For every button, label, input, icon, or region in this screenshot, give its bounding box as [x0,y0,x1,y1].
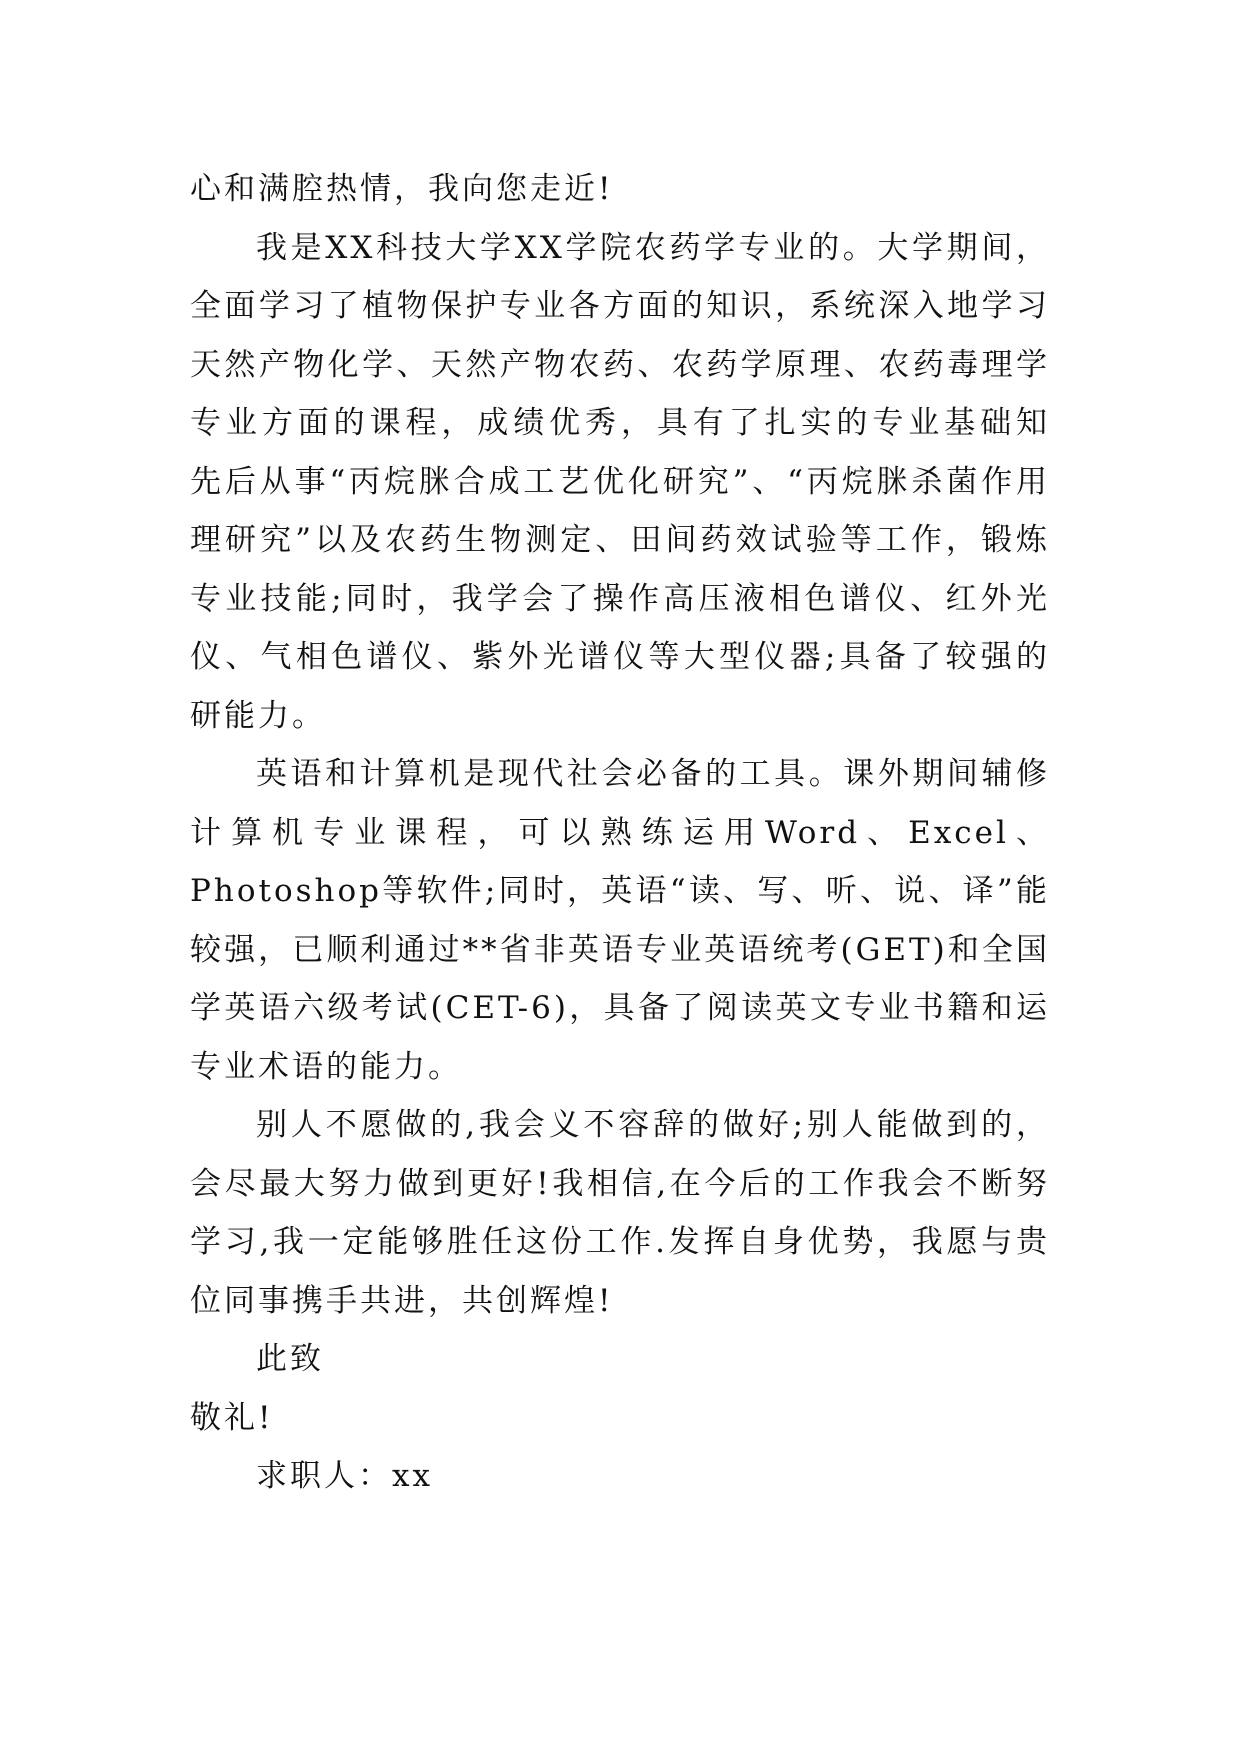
text-line: 理研究”以及农药生物测定、田间药效试验等工作，锻炼 [190,522,1050,558]
text-line: 仪、气相色谱仪、紫外光谱仪等大型仪器;具备了较强的 [190,639,1050,675]
text-line: 先后从事“丙烷脒合成工艺优化研究”、“丙烷脒杀菌作用 [190,463,1050,500]
text-line: 全面学习了植物保护专业各方面的知识，系统深入地学习 [190,288,1050,324]
text-line: 会尽最大努力做到更好!我相信,在今后的工作我会不断努 [190,1165,1050,1202]
text-line: 专业方面的课程，成绩优秀，具有了扎实的专业基础知 [190,405,1050,441]
text-line: 研能力。 [190,697,326,734]
text-line: 别人不愿做的,我会义不容辞的做好;别人能做到的， [256,1107,1050,1143]
text-line: 专业技能;同时，我学会了操作高压液相色谱仪、红外光 [190,580,1050,617]
text-line: 较强，已顺利通过**省非英语专业英语统考(GET)和全国 [190,931,1050,968]
text-line: 学英语六级考试(CET-6)，具备了阅读英文专业书籍和运 [190,990,1050,1026]
text-line: 我是XX科技大学XX学院农药学专业的。大学期间， [256,229,1050,266]
letter-body [190,160,1050,1506]
text-line: 英语和计算机是现代社会必备的工具。课外期间辅修 [256,756,1050,792]
text-line: 位同事携手共进，共创辉煌! [190,1282,614,1319]
text-line: 专业术语的能力。 [190,1048,462,1085]
signature-line: 求职人：xx [256,1458,433,1494]
closing-salutation: 此致 [256,1341,324,1377]
closing-respect: 敬礼! [190,1399,274,1436]
text-line: 心和满腔热情，我向您走近! [190,171,614,207]
text-line: 计算机专业课程，可以熟练运用Word、Excel、 [190,814,1050,851]
text-line: Photoshop等软件;同时，英语“读、写、听、说、译”能 [190,873,1050,909]
text-line: 学习,我一定能够胜任这份工作.发挥自身优势，我愿与贵 [190,1224,1050,1260]
text-line: 天然产物化学、天然产物农药、农药学原理、农药毒理学 [190,346,1050,383]
